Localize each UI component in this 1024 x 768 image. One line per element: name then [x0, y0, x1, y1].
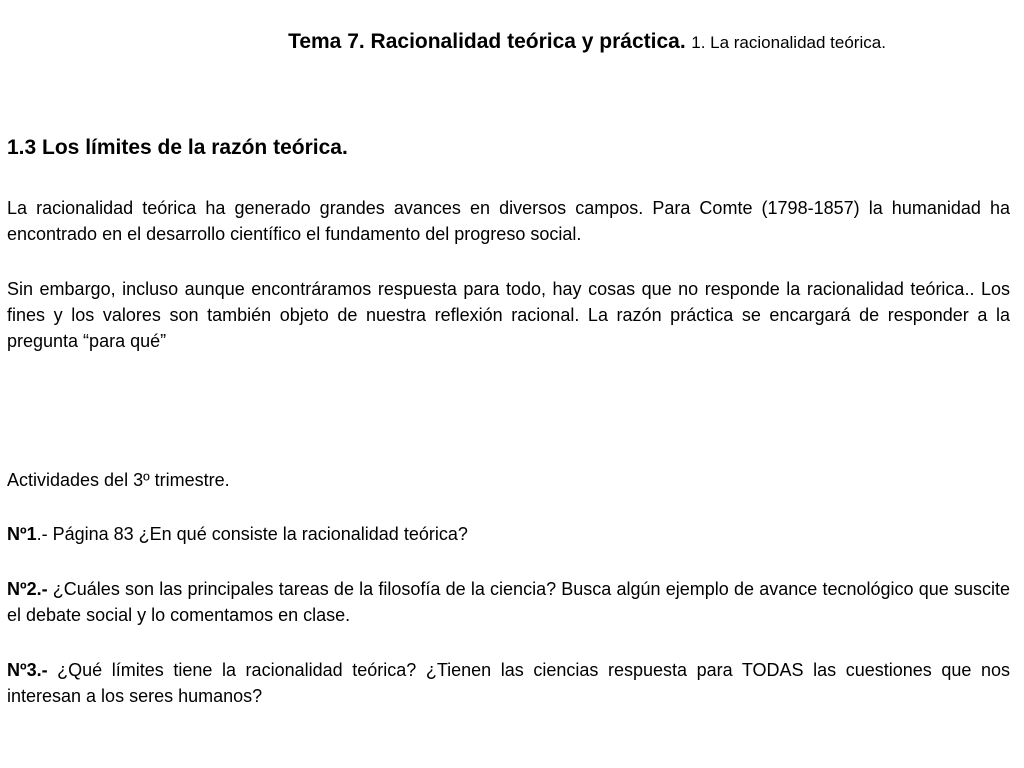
- activity-text-2: ¿Cuáles son las principales tareas de la filosofía de la ciencia? Busca algún ejemplo de avance tecnológico que suscite el debate social y lo comentamos en clase.: [7, 579, 1010, 625]
- header-title-bold: Tema 7. Racionalidad teórica y práctica.: [288, 30, 686, 53]
- paragraph-comte: La racionalidad teórica ha generado grandes avances en diversos campos. Para Comte (1798-1857) la humanidad ha encontrado en el desarrollo científico el fundamento del progreso social.: [7, 198, 1010, 244]
- header-title-subtitle: 1. La racionalidad teórica.: [691, 33, 886, 52]
- section-title: 1.3 Los límites de la razón teórica.: [7, 136, 348, 159]
- activity-item-3: [7, 657, 1010, 709]
- activity-number-2: Nº2.-: [7, 579, 48, 599]
- activity-text-3: ¿Qué límites tiene la racionalidad teórica? ¿Tienen las ciencias respuesta para TODAS las cuestiones que nos interesan a los seres humanos?: [7, 660, 1010, 706]
- activity-number-1: Nº1: [7, 524, 37, 544]
- activity-item-1: [7, 521, 1010, 547]
- activities-heading: Actividades del 3º trimestre.: [7, 470, 230, 490]
- activity-number-3: Nº3.-: [7, 660, 48, 680]
- activity-item-2: [7, 576, 1010, 628]
- activity-text-1: .- Página 83 ¿En qué consiste la racionalidad teórica?: [36, 524, 468, 544]
- slide-header: [0, 29, 1024, 56]
- paragraph-limits: Sin embargo, incluso aunque encontráramos respuesta para todo, hay cosas que no responde la racionalidad teórica.. Los fines y los valores son también objeto de nuestra reflexión racional. La razón práctica se encargará de responder a la pregunta “para qué”: [7, 279, 1010, 351]
